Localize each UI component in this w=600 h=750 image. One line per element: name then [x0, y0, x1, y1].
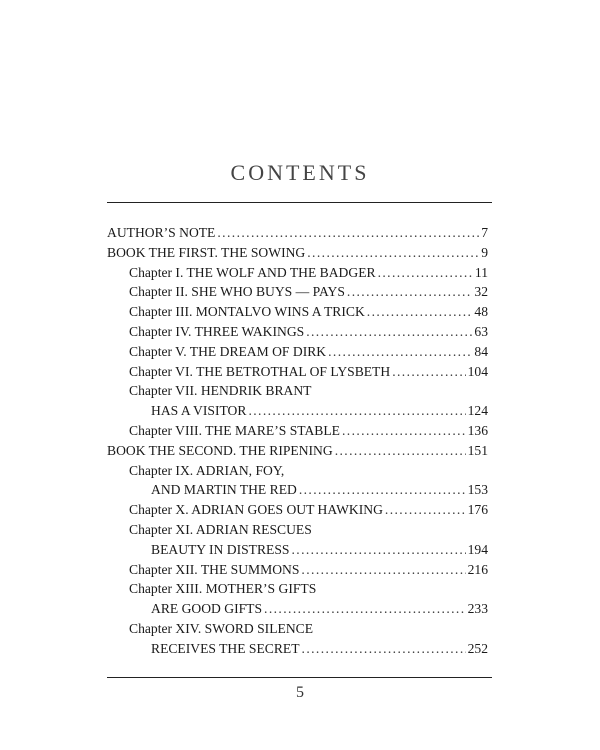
toc-entry-page: 151 — [467, 442, 488, 458]
dot-leader — [335, 441, 466, 461]
dot-leader — [217, 223, 479, 243]
toc-entry-title: Chapter II. SHE WHO BUYS — PAYS — [129, 284, 345, 300]
toc-entry — [107, 302, 488, 322]
toc-entry-title: Chapter XII. THE SUMMONS — [129, 561, 300, 577]
dot-leader — [378, 263, 473, 283]
toc-entry-title: ARE GOOD GIFTS — [151, 601, 263, 617]
toc-entry-page: 9 — [481, 244, 488, 260]
toc-entry-page: 63 — [474, 323, 488, 339]
toc-entry — [107, 639, 488, 659]
dot-leader — [342, 421, 466, 441]
toc-entry — [107, 381, 488, 401]
toc-entry — [107, 480, 488, 500]
toc-entry — [107, 540, 488, 560]
toc-entry-title: Chapter VIII. THE MARE’S STABLE — [129, 422, 340, 438]
toc-entry-page: 136 — [467, 422, 488, 438]
toc-entry — [107, 421, 488, 441]
toc-entry-page: 48 — [474, 304, 488, 320]
dot-leader — [264, 599, 466, 619]
contents-heading: CONTENTS — [230, 160, 370, 185]
toc-entry — [107, 560, 488, 580]
toc-entry-page: 32 — [474, 284, 488, 300]
toc-entry-page: 153 — [467, 482, 488, 498]
toc-entry-title: Chapter IV. THREE WAKINGS — [129, 323, 305, 339]
toc-entry — [107, 243, 488, 263]
toc-entry-page: 176 — [467, 502, 488, 518]
toc-entry — [107, 599, 488, 619]
toc-entry-title: Chapter III. MONTALVO WINS A TRICK — [129, 304, 365, 320]
dot-leader — [347, 282, 473, 302]
top-rule — [107, 202, 492, 203]
page-number: 5 — [296, 684, 304, 701]
toc-entry-page: 11 — [474, 264, 488, 280]
toc-entry-page: 84 — [474, 343, 488, 359]
toc-entry-title: Chapter VII. HENDRIK BRANT — [129, 383, 312, 399]
toc-entry — [107, 520, 488, 540]
dot-leader — [299, 480, 466, 500]
toc-entry — [107, 461, 488, 481]
toc-entry-title: BOOK THE SECOND. THE RIPENING — [107, 442, 333, 458]
toc-entry-page: 216 — [467, 561, 488, 577]
toc-entry-title: HAS A VISITOR — [151, 403, 247, 419]
toc-entry — [107, 263, 488, 283]
toc-entry-page: 124 — [467, 403, 488, 419]
toc-entry-title: RECEIVES THE SECRET — [151, 640, 300, 656]
toc-entry-title: AUTHOR’S NOTE — [107, 225, 216, 240]
toc-entry-page: 104 — [467, 363, 488, 379]
dot-leader — [248, 401, 465, 421]
toc-entry-title: Chapter X. ADRIAN GOES OUT HAWKING — [129, 502, 383, 518]
dot-leader — [306, 322, 472, 342]
toc-entry-page: 233 — [467, 601, 488, 617]
bottom-rule — [107, 677, 492, 678]
dot-leader — [307, 243, 479, 263]
toc-entry — [107, 223, 488, 243]
toc-entry — [107, 579, 488, 599]
toc-entry-title: AND MARTIN THE RED — [151, 482, 297, 498]
toc-entry-title: Chapter I. THE WOLF AND THE BADGER — [129, 264, 376, 280]
dot-leader — [291, 540, 465, 560]
toc-entry — [107, 362, 488, 382]
table-of-contents — [107, 223, 488, 659]
dot-leader — [385, 500, 466, 520]
toc-entry-title: Chapter XIII. MOTHER’S GIFTS — [129, 581, 317, 597]
toc-entry — [107, 322, 488, 342]
dot-leader — [367, 302, 473, 322]
toc-entry-title: Chapter XI. ADRIAN RESCUES — [129, 521, 312, 537]
toc-entry — [107, 500, 488, 520]
toc-entry-title: Chapter VI. THE BETROTHAL OF LYSBETH — [129, 363, 391, 379]
dot-leader — [302, 639, 466, 659]
toc-entry-page: 7 — [481, 225, 488, 240]
toc-entry-title: BOOK THE FIRST. THE SOWING — [107, 244, 306, 260]
toc-entry-page: 252 — [467, 640, 488, 656]
toc-entry-title: Chapter IX. ADRIAN, FOY, — [129, 462, 285, 478]
toc-entry-title: Chapter XIV. SWORD SILENCE — [129, 620, 314, 636]
toc-entry — [107, 441, 488, 461]
toc-entry — [107, 282, 488, 302]
toc-entry-page: 194 — [467, 541, 488, 557]
toc-entry — [107, 619, 488, 639]
dot-leader — [392, 362, 465, 382]
dot-leader — [328, 342, 472, 362]
dot-leader — [301, 560, 465, 580]
toc-entry-title: Chapter V. THE DREAM OF DIRK — [129, 343, 327, 359]
toc-entry-title: BEAUTY IN DISTRESS — [151, 541, 290, 557]
toc-entry — [107, 342, 488, 362]
toc-entry — [107, 401, 488, 421]
